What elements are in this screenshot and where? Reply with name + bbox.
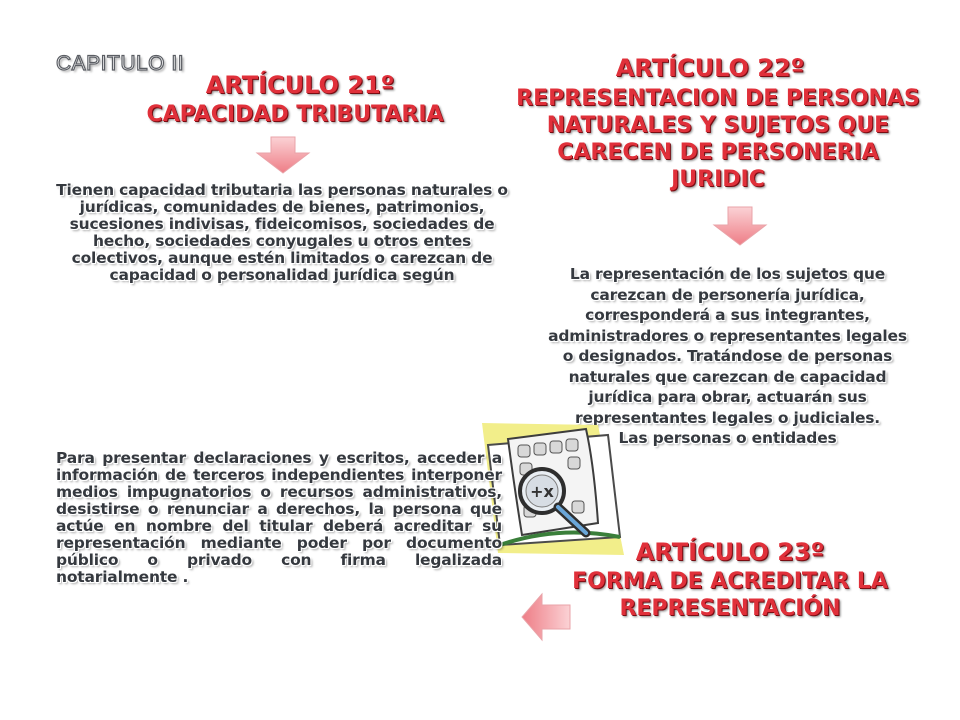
article-22-body-main: La representación de los sujetos que carezcan de personería jurídica, corresponderá a sus integrantes, administradores o representantes legales o designados. Tratándose de personas naturales que carezcan de capacidad jurídica para obrar, actuarán sus representantes legales o judiciales.	[548, 265, 907, 427]
chapter-label: CAPITULO II	[56, 52, 185, 75]
article-23-subtitle: FORMA DE ACREDITAR LA REPRESENTACIÓN	[572, 569, 888, 621]
article-22-body-end: Las personas o entidades	[618, 429, 837, 447]
article-21-body: Tienen capacidad tributaria las personas naturales o jurídicas, comunidades de bienes, patrimonios, sucesiones indivisas, fideicomisos, sociedades de hecho, sociedades conyugales u otros entes colectivos, aunque estén limitados o carezcan de capacidad o personalidad jurídica según	[56, 181, 508, 284]
article-22-heading: ARTÍCULO 22º	[615, 54, 805, 82]
article-21-subtitle: CAPACIDAD TRIBUTARIA	[146, 102, 444, 127]
article-23-heading: ARTÍCULO 23º	[635, 538, 825, 566]
down-arrow-icon	[255, 135, 311, 175]
article-22-subtitle: REPRESENTACION DE PERSONAS NATURALES Y SUJETOS QUE CARECEN DE PERSONERIA JURIDIC	[516, 86, 920, 192]
svg-text:+x: +x	[530, 482, 554, 501]
article-23-body: Para presentar declaraciones y escritos, acceder a información de terceros independientes interponer medios impugnatorios o recursos administrativos, desistirse o renunciar a derechos, la persona que actúe en nombre del titular deberá acreditar su representación mediante poder por documento público o privado con firma legalizada notarialmente .	[56, 449, 502, 586]
article-21-heading: ARTÍCULO 21º	[205, 71, 395, 99]
down-arrow-icon	[712, 205, 768, 247]
